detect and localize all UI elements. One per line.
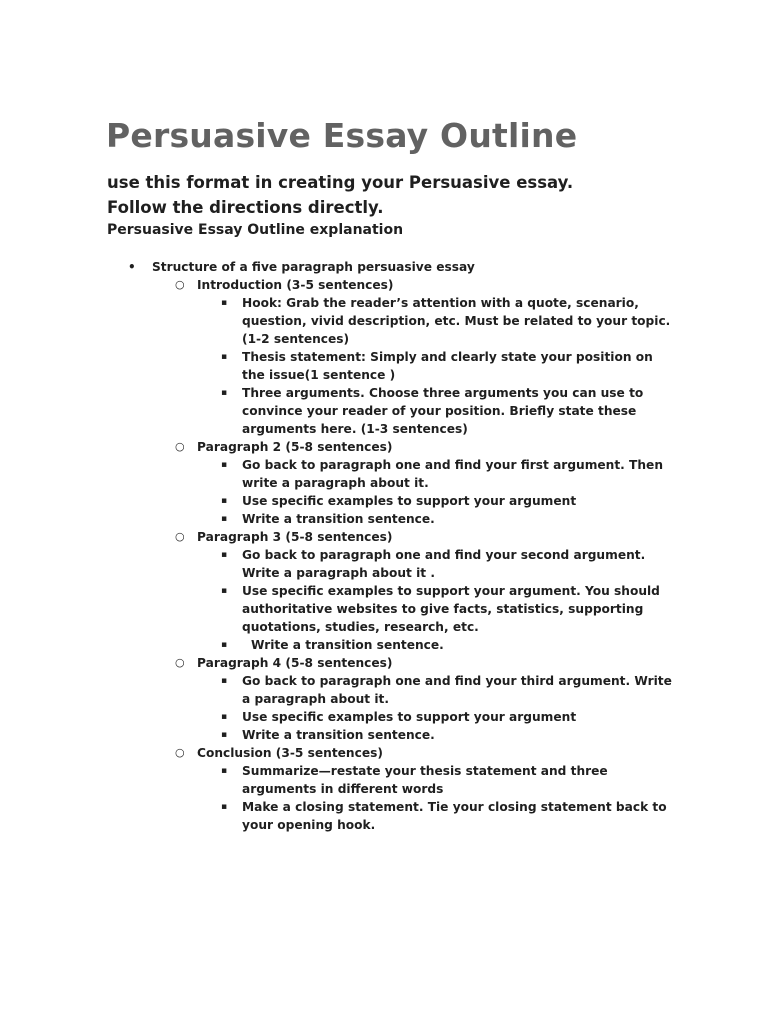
bullet-square-icon: ▪ <box>221 766 228 776</box>
outline-sections <box>152 276 768 834</box>
section-items <box>221 294 768 438</box>
bullet-square-icon: ▪ <box>221 676 228 686</box>
section-paragraph-3 <box>152 528 768 654</box>
bullet-square-icon: ▪ <box>221 352 228 362</box>
section-items <box>221 762 768 834</box>
item-text: Write a transition sentence. <box>242 512 435 526</box>
item-text: Three arguments. Choose three arguments you can use to convince your reader of your position. Briefly state these arguments here. (1-3 sentences) <box>242 386 644 436</box>
item-text: Hook: Grab the reader’s attention with a quote, scenario, question, vivid description, etc. Must be related to your topic. (1-2 sentences) <box>242 296 671 346</box>
subtitle-line-1: use this format in creating your Persuasive essay. <box>107 173 574 192</box>
essay-outline <box>0 258 768 834</box>
bullet-square-icon: ▪ <box>221 802 228 812</box>
list-item <box>221 510 672 528</box>
list-item <box>221 708 672 726</box>
document-title: Persuasive Essay Outline <box>106 116 578 155</box>
section-paragraph-4 <box>152 654 768 744</box>
list-item <box>221 636 672 654</box>
bullet-circle-icon: ○ <box>175 746 185 759</box>
list-item <box>221 492 672 510</box>
section-label: Conclusion (3-5 sentences) <box>197 746 383 760</box>
section-label: Paragraph 2 (5-8 sentences) <box>197 440 393 454</box>
bullet-square-icon: ▪ <box>221 712 228 722</box>
section-paragraph-2 <box>152 438 768 528</box>
item-text: Go back to paragraph one and find your third argument. Write a paragraph about it. <box>242 674 672 706</box>
list-item <box>221 726 672 744</box>
section-items <box>221 672 768 744</box>
explanation-heading: Persuasive Essay Outline explanation <box>107 222 404 238</box>
bullet-square-icon: ▪ <box>221 730 228 740</box>
item-text: Write a transition sentence. <box>251 638 444 652</box>
list-item <box>221 762 672 798</box>
list-item <box>221 348 672 384</box>
outline-level-1 <box>0 258 768 834</box>
bullet-disc-icon: • <box>128 260 136 274</box>
bullet-circle-icon: ○ <box>175 530 185 543</box>
section-conclusion <box>152 744 768 834</box>
item-text: Summarize—restate your thesis statement and three arguments in different words <box>242 764 608 796</box>
list-item <box>221 546 672 582</box>
structure-label: Structure of a five paragraph persuasive essay <box>152 260 475 274</box>
list-item <box>221 582 672 636</box>
section-label: Paragraph 3 (5-8 sentences) <box>197 530 393 544</box>
item-text: Write a transition sentence. <box>242 728 435 742</box>
item-text: Use specific examples to support your argument <box>242 710 577 724</box>
section-items <box>221 456 768 528</box>
section-label: Paragraph 4 (5-8 sentences) <box>197 656 393 670</box>
item-text: Use specific examples to support your argument. You should authoritative websites to give facts, statistics, supporting quotations, studies, research, etc. <box>242 584 660 634</box>
bullet-circle-icon: ○ <box>175 656 185 669</box>
bullet-square-icon: ▪ <box>221 640 228 650</box>
item-text: Thesis statement: Simply and clearly state your position on the issue(1 sentence ) <box>242 350 653 382</box>
bullet-circle-icon: ○ <box>175 440 185 453</box>
list-item <box>221 672 672 708</box>
item-text: Make a closing statement. Tie your closing statement back to your opening hook. <box>242 800 667 832</box>
bullet-square-icon: ▪ <box>221 460 228 470</box>
list-item <box>221 798 672 834</box>
item-text: Go back to paragraph one and find your second argument. Write a paragraph about it . <box>242 548 646 580</box>
bullet-square-icon: ▪ <box>221 496 228 506</box>
bullet-square-icon: ▪ <box>221 298 228 308</box>
item-text: Go back to paragraph one and find your first argument. Then write a paragraph about it. <box>242 458 663 490</box>
subtitle-line-2: Follow the directions directly. <box>107 198 384 217</box>
section-introduction <box>152 276 768 438</box>
list-item <box>221 456 672 492</box>
item-text: Use specific examples to support your argument <box>242 494 577 508</box>
list-item <box>221 294 672 348</box>
section-items <box>221 546 768 654</box>
bullet-square-icon: ▪ <box>221 388 228 398</box>
section-label: Introduction (3-5 sentences) <box>197 278 394 292</box>
bullet-square-icon: ▪ <box>221 586 228 596</box>
outline-structure-item <box>0 258 768 834</box>
bullet-square-icon: ▪ <box>221 514 228 524</box>
bullet-circle-icon: ○ <box>175 278 185 291</box>
bullet-square-icon: ▪ <box>221 550 228 560</box>
list-item <box>221 384 672 438</box>
